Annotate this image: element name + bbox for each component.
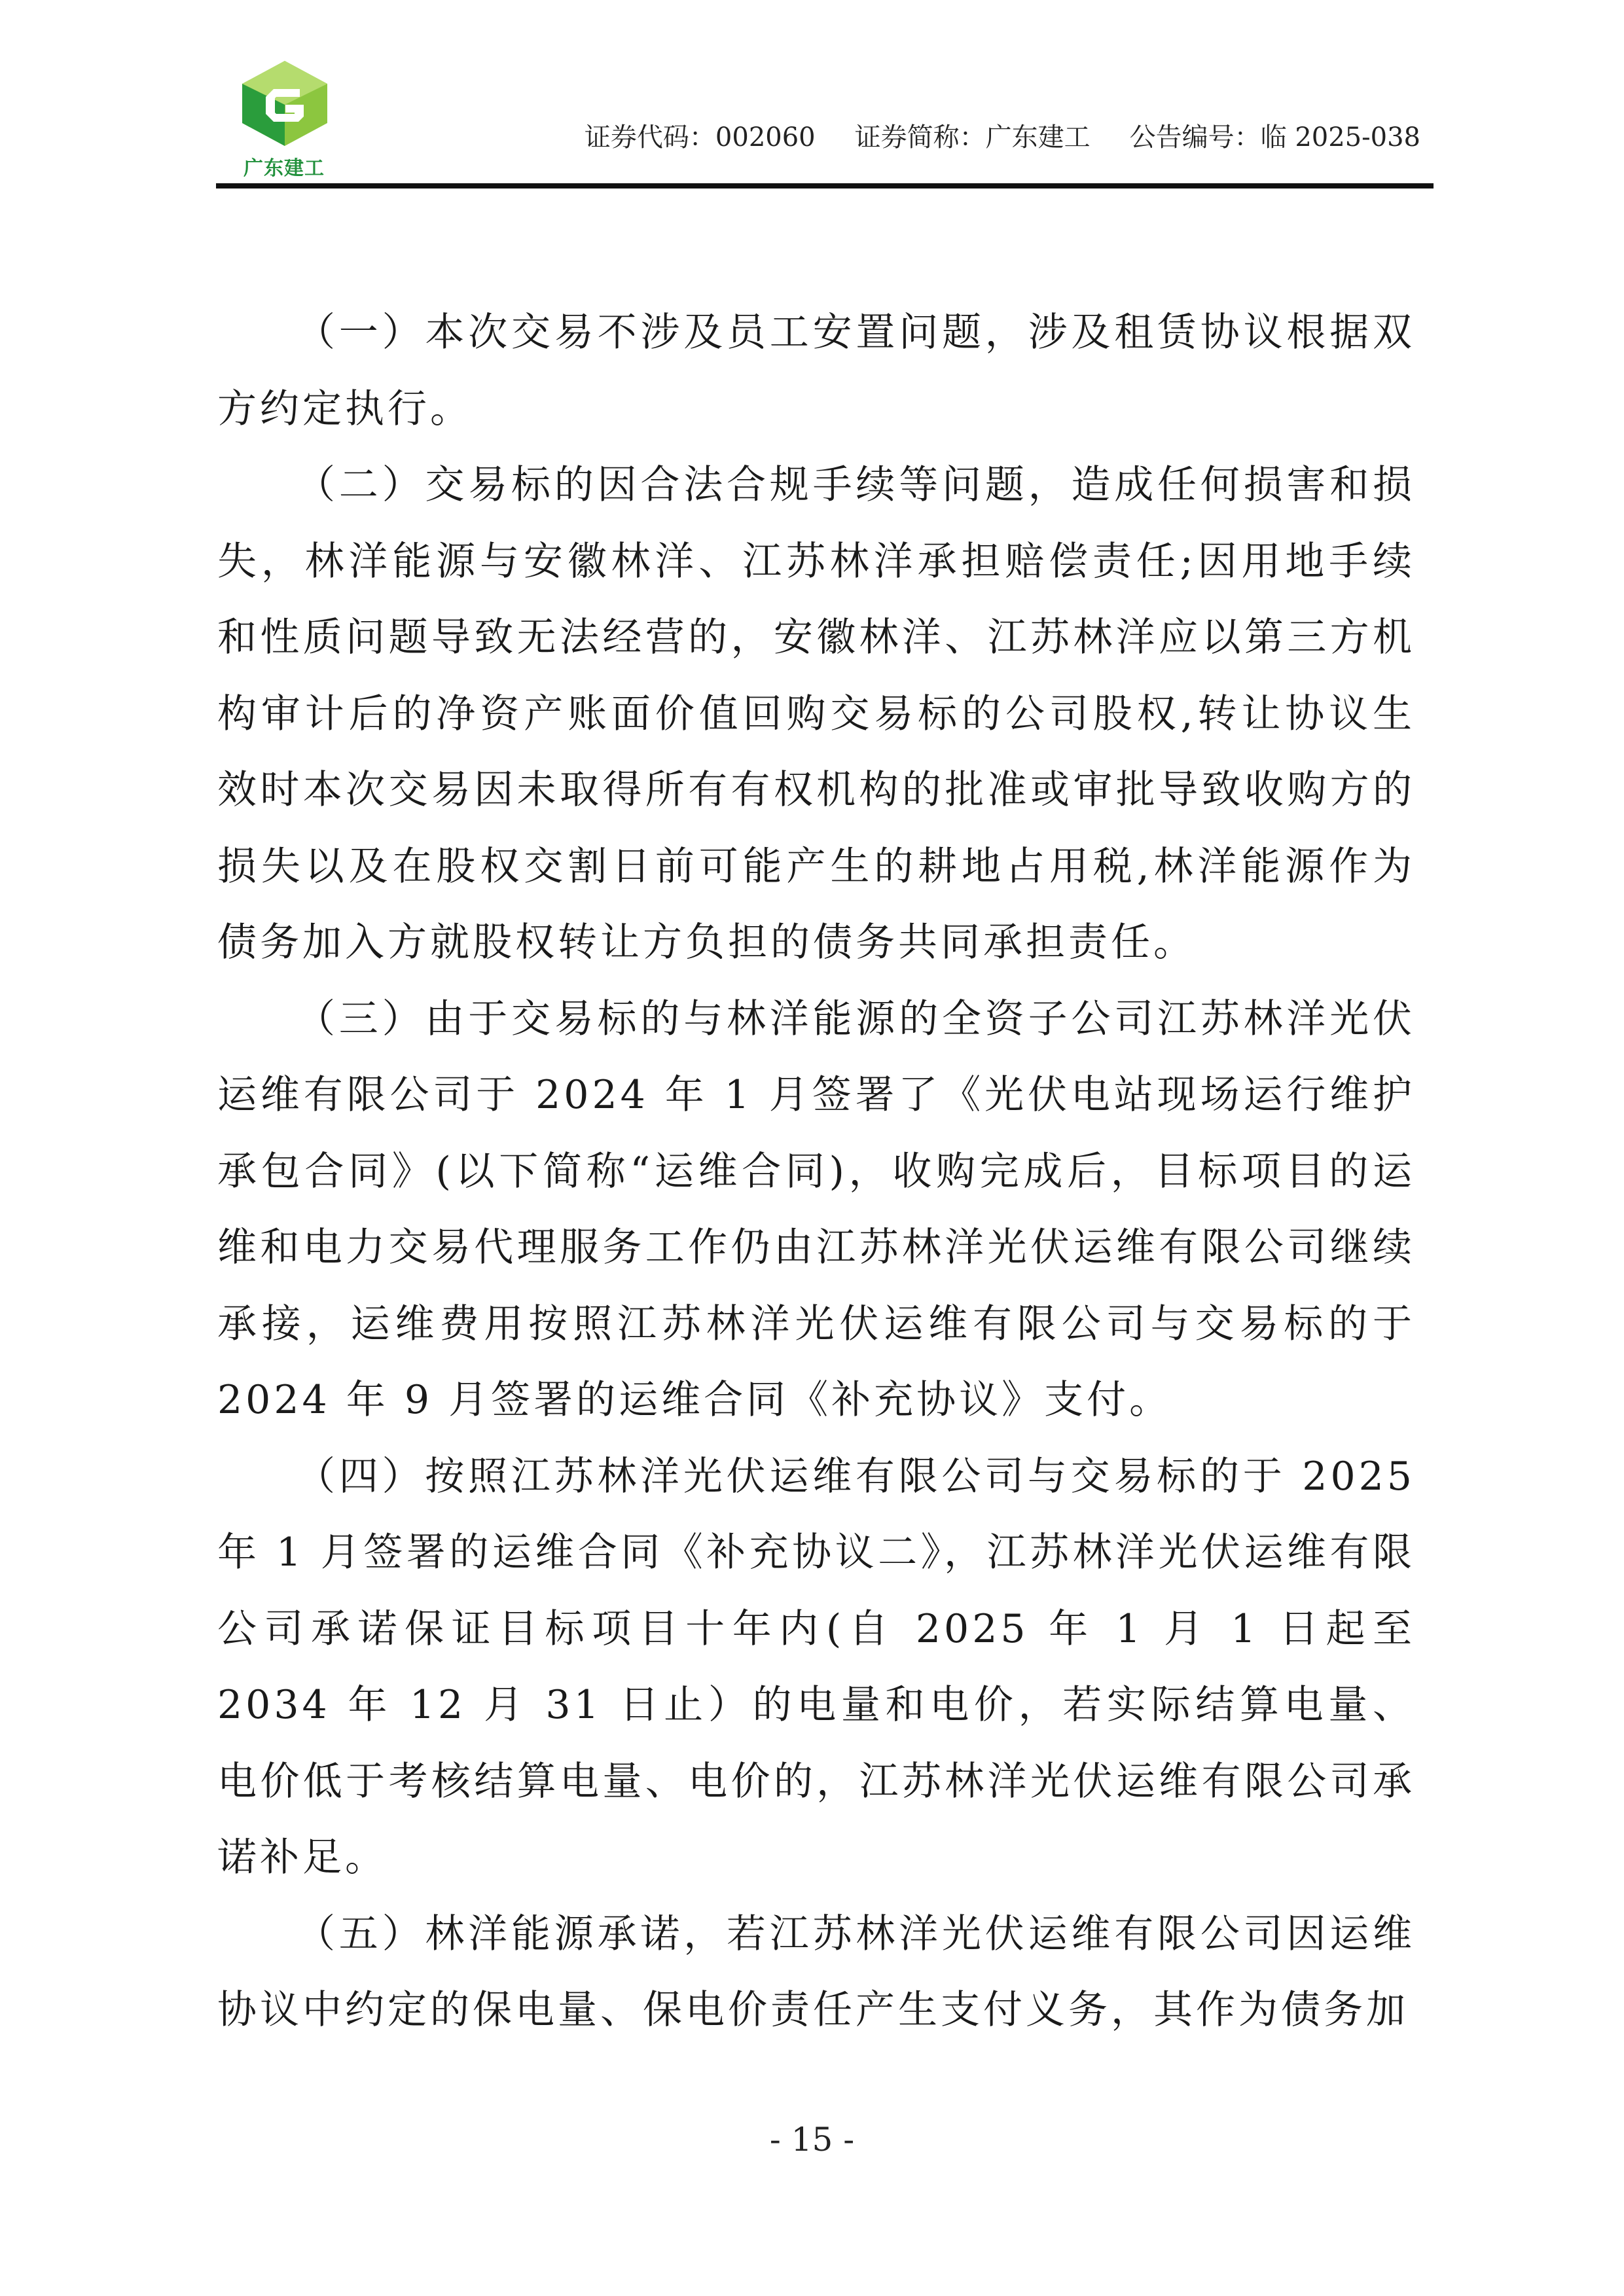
document-body <box>217 295 1415 2049</box>
header-divider <box>216 183 1434 188</box>
paragraph-4: （四）按照江苏林洋光伏运维有限公司与交易标的于 2025 年 1 月签署的运维合同《补充协议二》，江苏林洋光伏运维有限公司承诺保证目标项目十年内(自 2025 年 1 月 1 日起至 2034 年 12 月 31 日止）的电量和电价，若实际结算电量、电价低于考核结算电量、电价的，江苏林洋光伏运维有限公司承诺补足。 <box>217 1453 1415 1880</box>
stock-code: 证券代码：002060 <box>584 122 816 152</box>
logo-text: 广东建工 <box>244 157 325 180</box>
company-logo <box>236 58 334 180</box>
page-number: - 15 - <box>769 2121 855 2159</box>
stock-abbreviation: 证券简称：广东建工 <box>854 122 1091 152</box>
paragraph-1: （一）本次交易不涉及员工安置问题，涉及租赁协议根据双方约定执行。 <box>217 310 1415 432</box>
page-header <box>216 52 1434 193</box>
paragraph-3: （三）由于交易标的与林洋能源的全资子公司江苏林洋光伏运维有限公司于 2024 年 1 月签署了《光伏电站现场运行维护承包合同》(以下简称“运维合同)，收购完成后，目标项目的运维和电力交易代理服务工作仍由江苏林洋光伏运维有限公司继续承接，运维费用按照江苏林洋光伏运维有限公司与交易标的于2024 年 9 月签署的运维合同《补充协议》支付。 <box>217 996 1415 1423</box>
logo-g-icon <box>236 58 334 149</box>
paragraph-2: （二）交易标的因合法合规手续等问题，造成任何损害和损失，林洋能源与安徽林洋、江苏林洋承担赔偿责任;因用地手续和性质问题导致无法经营的，安徽林洋、江苏林洋应以第三方机构审计后的净资产账面价值回购交易标的公司股权,转让协议生效时本次交易因未取得所有有权机构的批准或审批导致收购方的损失以及在股权交割日前可能产生的耕地占用税,林洋能源作为债务加入方就股权转让方负担的债务共同承担责任。 <box>217 462 1415 965</box>
announcement-number: 公告编号：临 2025-038 <box>1129 122 1420 152</box>
paragraph-5: （五）林洋能源承诺，若江苏林洋光伏运维有限公司因运维协议中约定的保电量、保电价责任产生支付义务，其作为债务加 <box>217 1910 1415 2033</box>
header-meta <box>585 117 1420 154</box>
